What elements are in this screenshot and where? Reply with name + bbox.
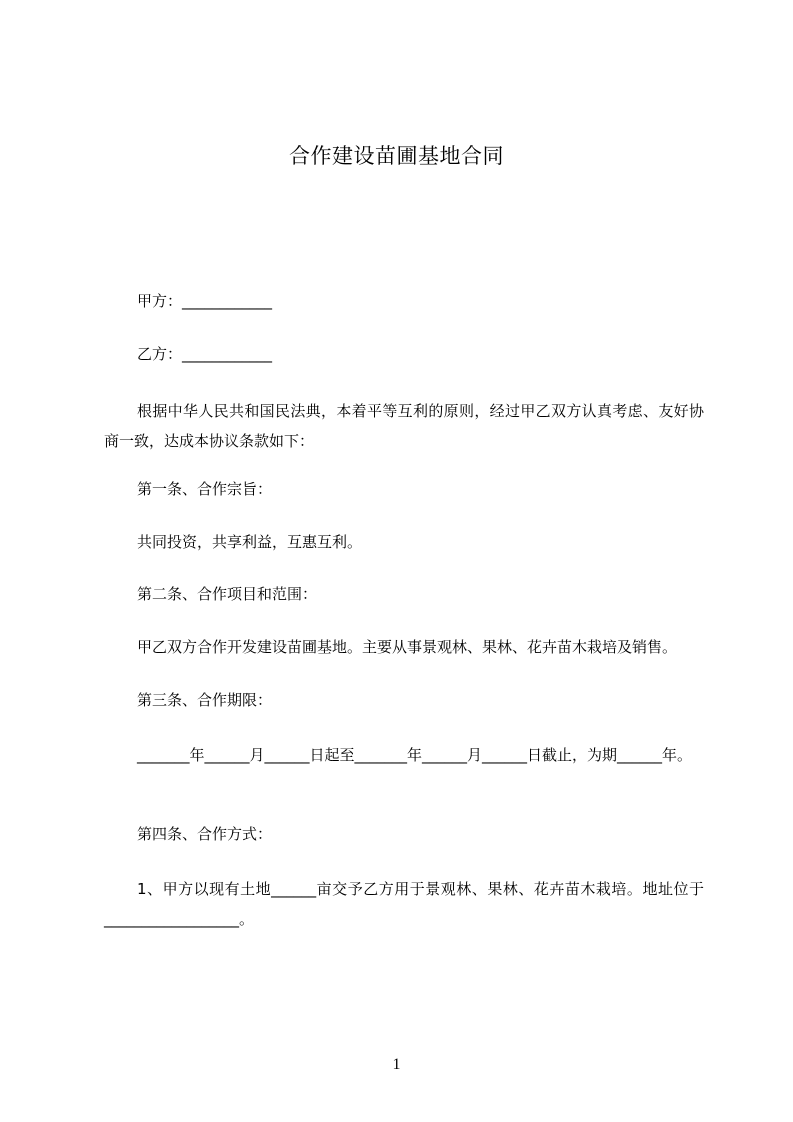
- party-b-line: 乙方：____________: [137, 345, 273, 363]
- article4-item1: 1、甲方以现有土地______亩交予乙方用于景观林、果林、花卉苗木栽培。地址位于__________________。: [104, 880, 704, 928]
- preamble-paragraph: 根据中华人民共和国民法典，本着平等互利的原则，经过甲乙双方认真考虑、友好协商一致，达成本协议条款如下：: [104, 402, 704, 450]
- party-a-line: 甲方：____________: [137, 292, 273, 310]
- page-number: 1: [392, 1056, 401, 1073]
- article2-body: 甲乙双方合作开发建设苗圃基地。主要从事景观林、果林、花卉苗木栽培及销售。: [137, 638, 678, 656]
- article4-heading: 第四条、合作方式：: [137, 825, 273, 843]
- article2-heading: 第二条、合作项目和范围：: [137, 585, 318, 603]
- article1-body: 共同投资，共享利益，互惠互利。: [137, 533, 363, 551]
- article3-heading: 第三条、合作期限：: [137, 691, 273, 709]
- document-title: 合作建设苗圃基地合同: [289, 144, 504, 168]
- article1-heading: 第一条、合作宗旨：: [137, 480, 273, 498]
- article3-body: _______年______月______日起至_______年______月______日截止，为期______年。: [137, 746, 693, 764]
